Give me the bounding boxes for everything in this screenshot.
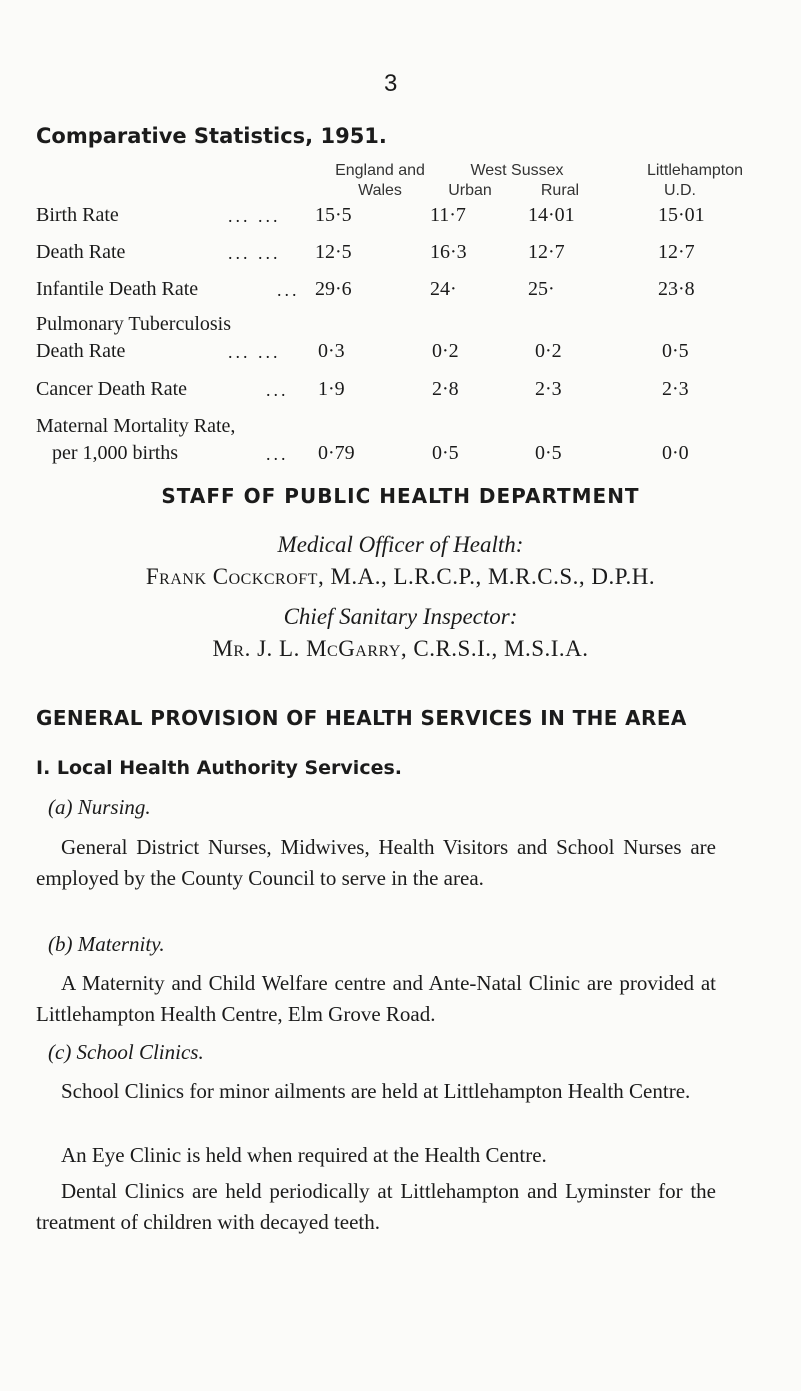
leader-dots: ... <box>266 444 289 464</box>
csi-name: Mr. J. L. McGarry, C.R.S.I., M.S.I.A. <box>212 636 589 661</box>
col-west-sussex: West Sussex <box>470 162 564 179</box>
statistics-title: Comparative Statistics, 1951. <box>36 124 387 148</box>
col-england-wales-line2: Wales <box>358 182 402 199</box>
moh-name: Frank Cockcroft, M.A., L.R.C.P., M.R.C.S., D.P.H. <box>145 564 656 589</box>
leader-dots: ... <box>277 280 300 300</box>
cell-urban: 0·5 <box>432 442 459 464</box>
cell-urban: 2·8 <box>432 378 459 400</box>
subsection-c-text-3: Dental Clinics are held periodically at Littlehampton and Lyminster for the treatment of children with decayed teeth. <box>36 1179 716 1234</box>
cell-rural: 25· <box>528 278 555 300</box>
csi-title: Chief Sanitary Inspector: <box>283 604 518 629</box>
cell-england-wales: 12·5 <box>315 241 352 263</box>
subsection-a-text: General District Nurses, Midwives, Health Visitors and School Nurses are employed by the County Council to serve in the area. <box>36 835 716 890</box>
cell-england-wales: 15·5 <box>315 204 352 226</box>
subsection-b-heading: (b) Maternity. <box>48 932 165 956</box>
cell-littlehampton: 15·01 <box>658 204 705 226</box>
leader-dots: ... ... <box>228 206 281 226</box>
col-england-wales-line1: England and <box>335 162 425 179</box>
col-urban: Urban <box>448 182 492 199</box>
cell-rural: 12·7 <box>528 241 565 263</box>
row-label: Birth Rate <box>36 204 119 226</box>
moh-title: Medical Officer of Health: <box>277 532 524 557</box>
col-littlehampton-line1: Littlehampton <box>646 162 744 179</box>
cell-rural: 14·01 <box>528 204 575 226</box>
cell-littlehampton: 12·7 <box>658 241 695 263</box>
cell-littlehampton: 2·3 <box>662 378 689 400</box>
cell-rural: 0·2 <box>535 340 562 362</box>
cell-littlehampton: 23·8 <box>658 278 695 300</box>
cell-england-wales: 0·79 <box>318 442 355 464</box>
row-label-line2: per 1,000 births <box>52 442 179 464</box>
cell-england-wales: 0·3 <box>318 340 345 362</box>
cell-england-wales: 1·9 <box>318 378 345 400</box>
leader-dots: ... <box>266 380 289 400</box>
row-label: Cancer Death Rate <box>36 378 188 400</box>
cell-littlehampton: 0·5 <box>662 340 689 362</box>
staff-title: STAFF OF PUBLIC HEALTH DEPARTMENT <box>161 484 640 508</box>
row-label: Infantile Death Rate <box>36 278 199 300</box>
cell-rural: 0·5 <box>535 442 562 464</box>
subsection-c-text-2: An Eye Clinic is held when required at the Health Centre. <box>61 1143 547 1167</box>
cell-urban: 16·3 <box>430 241 467 263</box>
subsection-c-text-1: School Clinics for minor ailments are held at Littlehampton Health Centre. <box>61 1079 691 1103</box>
cell-england-wales: 29·6 <box>315 278 352 300</box>
page-number: 3 <box>384 70 398 97</box>
cell-rural: 2·3 <box>535 378 562 400</box>
subsection-a-heading: (a) Nursing. <box>48 795 151 819</box>
row-label-line2: Death Rate <box>36 340 126 362</box>
row-label: Death Rate <box>36 241 126 263</box>
general-provision-title: GENERAL PROVISION OF HEALTH SERVICES IN THE AREA <box>36 706 687 730</box>
col-littlehampton-line2: U.D. <box>664 182 696 199</box>
row-label: Pulmonary Tuberculosis <box>36 313 232 335</box>
col-rural: Rural <box>540 182 580 199</box>
subsection-b-text: A Maternity and Child Welfare centre and Ante-Natal Clinic are provided at Littlehampton Health Centre, Elm Grove Road. <box>36 971 716 1026</box>
cell-urban: 0·2 <box>432 340 459 362</box>
leader-dots: ... ... <box>228 243 281 263</box>
cell-urban: 24· <box>430 278 457 300</box>
cell-littlehampton: 0·0 <box>662 442 689 464</box>
cell-urban: 11·7 <box>430 204 466 226</box>
subsection-c-heading: (c) School Clinics. <box>48 1040 204 1064</box>
row-label: Maternal Mortality Rate, <box>36 415 236 437</box>
section-1-heading: I. Local Health Authority Services. <box>36 757 402 779</box>
leader-dots: ... ... <box>228 342 281 362</box>
